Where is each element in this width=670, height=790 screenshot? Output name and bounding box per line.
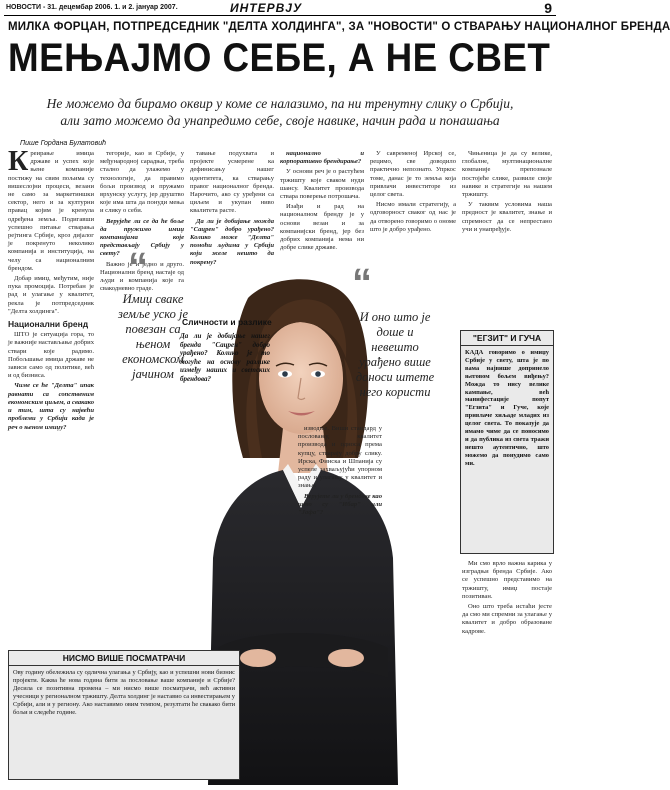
pull-quote-right: И оно што је доше и невешто урађено више доноси штете него користи xyxy=(355,310,435,399)
col6-p1: Чињеница је да су велике, глобалне, мултинационалне компаније препознале постојеће слике, развиле своје навике и стратегије на нашем тржишту. xyxy=(462,150,552,199)
deck-line-1: Не можемо да бирамо оквир у коме се налазимо, па ни тренутну слику о Србији, xyxy=(46,96,514,111)
box-left-text: Ову годину обележила су одлична улагања у Србију, као и успешни нови бизнис пројекти. Каква ће нова година бити за пословање ваше компаније и Србије? Десила се позитивна промена – ми нисмо више посматрачи, већ активни учесници у регионалном тржишту. Делта холдинг је наставио са инвестирањем у Србији, али и у региону. Ако наставимо овим темпом, резултати ће свакако бити бољи и следеће године. xyxy=(13,669,235,716)
col1-intro: реирање имиџа државе и успех које њене компаније постижу на свим пољима су вишеслојни процеси, везани не само за маркетиншки сектор, него и за културни правац којим је кренула одређена земља. Подигавши успешно питање стварања рејтинга Србије, кроз дијалог је покренуто неколико компанија и институција, на челу са националним брендом. xyxy=(8,150,94,272)
col2-p2: Верујеће ли се да ће боље да пружимо имиџ компанијама које представљају Србију у свету? xyxy=(100,217,184,258)
subhead-national-brand: Национални бренд xyxy=(8,319,89,330)
column-1 xyxy=(8,146,94,545)
column-6 xyxy=(462,150,552,320)
page-number: 9 xyxy=(544,0,552,16)
column-3 xyxy=(190,150,274,266)
col2-p1: тегорије, као и Србије, у међународној сарадњи, треба стално да улажемо у технологије, да правимо бољи производ и пружамо врхунску услугу, јер друштво које има шта да понуди мења и слику о себи. xyxy=(100,150,184,215)
quote-mark-right-icon: “ xyxy=(352,261,372,305)
column-bottom-right xyxy=(462,560,552,778)
article-deck xyxy=(24,95,536,129)
dropcap: К xyxy=(8,146,29,177)
col2-p3: Важно је и једно и друго. Национални бренд настаје од људи и компанија које га свакодневно граде. xyxy=(100,260,184,293)
col4-p1: национално и корпоративно брендирање? xyxy=(280,150,364,166)
colbr-p2: Оно што треба истаћи јесте да смо ми спремни за улагање у квалитет и добро образоване кадрове. xyxy=(462,603,552,635)
col1-p3: ШТО је ситуација гора, то је важније настављање добрих ствари које радимо. Побољшање имиџа државе не зависи само од политике, већ и од бизниса. xyxy=(8,331,94,380)
box-right-title: "ЕГЗИТ" И ГУЧА xyxy=(461,331,553,346)
article-headline: МЕЊАЈМО СЕБЕ, А НЕ СВЕТ xyxy=(8,36,551,80)
quote-mark-left-icon: “ xyxy=(128,245,148,289)
pull-quote-left: Имиџ сваке земље уско је повезан са њеном економском јачином xyxy=(117,292,189,381)
col5-p1: У савременој Ирској се, рецимо, све доводило практично непознато. Упркос томе, данас је то земља која привлачи инвеститоре из целог света. xyxy=(370,150,456,199)
colbm-p1: изводње. Виши стандард у пословању, квалитет производа и односа према купцу, стварају добру слику. Ирска, Финска и Шпанија су успеле захваљујући упорном раду и улагању у квалитет и знање. xyxy=(298,425,382,490)
header-rule xyxy=(4,15,556,16)
colbm-p2: Верујете ли у брендове као што су "Ибар" или "Јафа"? xyxy=(298,492,382,517)
col4-p3: Изађи и рад на националном бренду је у основи везан и за компанијски бренд, јер без добрих компанија нема ни добре слике државе. xyxy=(280,203,364,252)
sidebox-similarities xyxy=(176,315,356,415)
box-right-text: КАДА говоримо о имиџу Србије у свету, шта је по вама највише допринело његовом бољем виђењу? Можда то нису велике кампање, већ манифестације попут "Егзита" и Гуче, које привлаче хиљаде младих из целог света. То показује да имамо чиме да се поносимо и да публика из света тражи нешто аутентично, што можемо да понудимо само ми. xyxy=(465,349,549,467)
section-title: ИНТЕРВЈУ xyxy=(230,1,303,15)
box-no-longer-observers xyxy=(8,650,240,780)
col4-p2: У основи реч је о растућем тржишту које сваком нуди шансу. Квалитет производа ствара поверење потрошача. xyxy=(280,168,364,201)
col5-p2: Нисмо имали стратегију, а одговорност сваког од нас је да отворено говоримо о ономе што је добро урађено. xyxy=(370,201,456,233)
col3-p1: тавање подухвата и пројекте усмерене ка дефинисању нашег идентитета, ка стварању правог националног бренда. Нарочито, ако су уређени са циљем и укупан ниво квалитета расте. xyxy=(190,150,274,215)
page-header xyxy=(0,0,560,16)
issue-date: НОВОСТИ - 31. децембар 2006. 1. и 2. јануар 2007. xyxy=(6,4,178,11)
box-left-title: НИСМО ВИШЕ ПОСМАТРАЧИ xyxy=(9,651,239,666)
column-bottom-mid xyxy=(298,425,382,640)
article-kicker: МИЛКА ФОРЦАН, ПОТПРЕДСЕДНИК "ДЕЛТА ХОЛДИНГА", ЗА "НОВОСТИ" О СТВАРАЊУ НАЦИОНАЛНОГ БРЕНДА xyxy=(8,21,670,33)
col1-p4: Чиме се ће "Делта" ипак равнати са сопственим економским циљем, а свакако и тим, шта су највећи проблеми у Србији када је реч о њеном имиџу? xyxy=(8,382,94,431)
sidebox-title: Сличности и разлике xyxy=(182,317,272,327)
col1-p2: Добар имиџ, међутим, није пука промоција. Потребан је рад и улагање у квалитет, рекла је потпредседник "Делта холдинга". xyxy=(8,275,94,315)
colbr-p1: Ми смо врло важна карика у изградњи бренда Србије. Ако се успешно представимо на тржишту, имиџ постаје позитиван. xyxy=(462,560,552,600)
deck-line-2: али зато можемо да унапредимо себе, своје навике, начин рада и понашања xyxy=(60,113,500,128)
column-4 xyxy=(280,150,364,260)
col3-p2: Да ли је добијање можда "Сацрен" добро урађено? Колико може "Делта" помоћи људима у Србији који желе нешто да покрену? xyxy=(190,217,274,266)
sidebox-text: Да ли је добијање нашег бренда "Сацрен" добро урађено? Колико је то могуће на основу разлике између наших и светских брендова? xyxy=(180,332,270,383)
box-exit-guca xyxy=(460,330,554,554)
byline: Пише Гордана Булатовић xyxy=(20,140,107,147)
col6-p2: У таквим условима наша предност је квалитет, знање и спремност да се непрестано учи и унапређује. xyxy=(462,201,552,233)
